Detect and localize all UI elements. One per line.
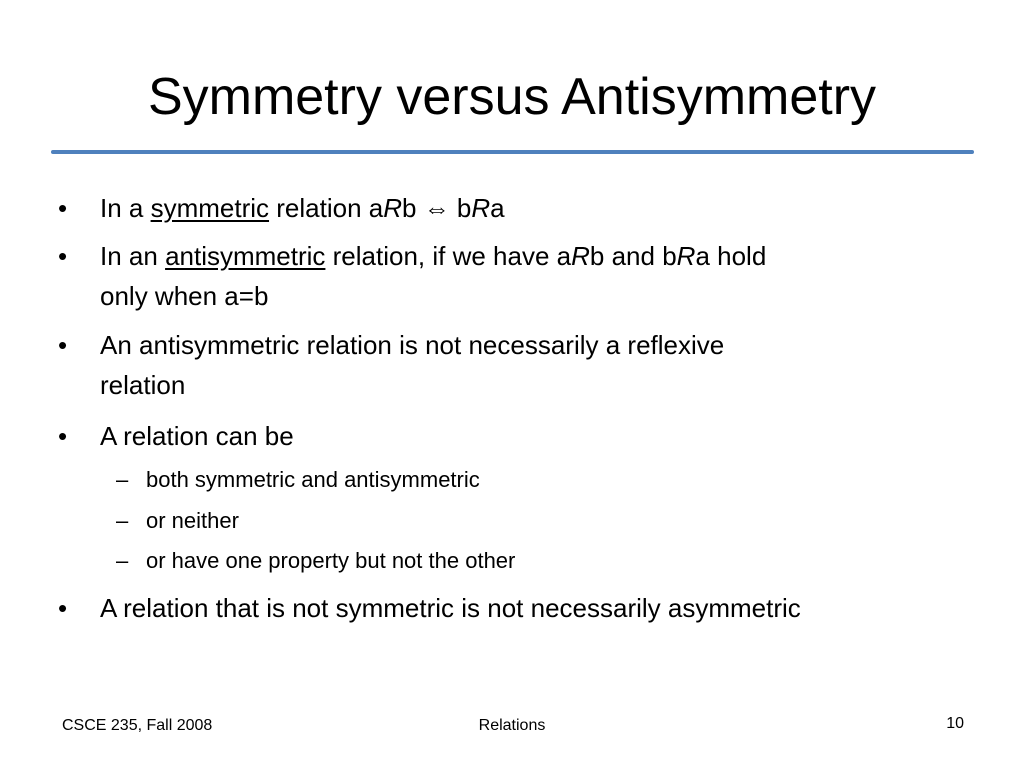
text: b and b <box>589 241 677 271</box>
bullet-dot: • <box>58 421 68 451</box>
text: only when a=b <box>100 281 269 311</box>
text: b <box>449 193 472 223</box>
text: A relation that is not symmetric is not necessarily asymmetric <box>100 593 801 623</box>
footer-topic: Relations <box>478 717 546 734</box>
bullet-symmetric <box>58 188 970 228</box>
slide-number: 10 <box>946 715 964 732</box>
text: both symmetric and antisymmetric <box>146 467 480 492</box>
text: A relation can be <box>100 421 294 451</box>
text: relation <box>100 370 186 400</box>
title-underline-rule <box>51 150 974 154</box>
bullet-dot: • <box>58 241 68 271</box>
text: An antisymmetric relation is not necessarily a reflexive <box>100 330 725 360</box>
iff-symbol: ⇔ <box>423 193 450 223</box>
sub-bullet <box>116 546 966 576</box>
text: a hold <box>695 241 767 271</box>
bullet-asymmetric-note <box>58 588 970 628</box>
text: In a <box>100 193 151 223</box>
bullet-dot: • <box>58 330 68 360</box>
term-symmetric: symmetric <box>150 193 270 223</box>
relation-symbol: R <box>383 193 402 223</box>
relation-symbol: R <box>676 241 696 271</box>
footer-course: CSCE 235, Fall 2008 <box>62 717 213 734</box>
sub-bullet <box>116 465 966 495</box>
text: In an <box>100 241 166 271</box>
bullet-antisymmetric <box>58 236 970 316</box>
text: relation a <box>269 193 384 223</box>
relation-symbol: R <box>471 193 491 223</box>
slide-title: Symmetry versus Antisymmetry <box>147 68 877 126</box>
text: or have one property but not the other <box>146 548 516 573</box>
text: a <box>490 193 505 223</box>
text: or neither <box>146 508 239 533</box>
sub-bullet <box>116 506 966 536</box>
relation-symbol: R <box>571 241 590 271</box>
text: b <box>402 193 424 223</box>
sub-bullet-dash: – <box>116 508 129 533</box>
bullet-dot: • <box>58 193 68 223</box>
sub-bullet-dash: – <box>116 548 129 573</box>
bullet-relation-can-be <box>58 416 970 456</box>
term-antisymmetric: antisymmetric <box>165 241 326 271</box>
sub-bullet-dash: – <box>116 467 129 492</box>
bullet-dot: • <box>58 593 68 623</box>
bullet-reflexive-note <box>58 325 970 405</box>
text: relation, if we have a <box>325 241 572 271</box>
